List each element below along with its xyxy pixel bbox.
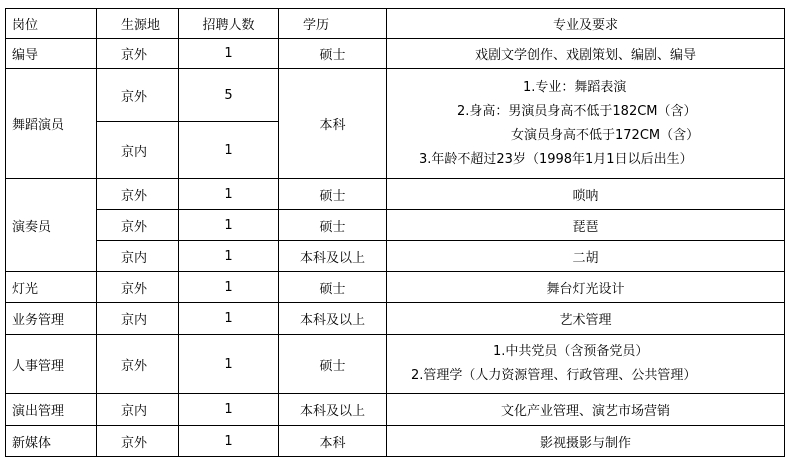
origin-cell: 京外 (97, 335, 179, 394)
requirements-cell (387, 335, 785, 394)
header-position: 岗位 (6, 9, 97, 39)
requirements-cell: 舞台灯光设计 (387, 272, 785, 303)
table-row (6, 394, 785, 426)
requirements-cell: 戏剧文学创作、戏剧策划、编剧、编导 (387, 39, 785, 69)
position-cell: 舞蹈演员 (6, 69, 97, 179)
education-cell: 硕士 (279, 179, 387, 210)
position-cell: 演出管理 (6, 394, 97, 426)
education-cell: 本科 (279, 426, 387, 457)
count-cell: 1 (179, 335, 279, 394)
count-cell: 1 (179, 122, 279, 179)
requirements-cell: 艺术管理 (387, 303, 785, 335)
count-cell: 1 (179, 426, 279, 457)
origin-cell: 京内 (97, 241, 179, 272)
education-cell: 硕士 (279, 335, 387, 394)
table-row (6, 272, 785, 303)
header-origin: 生源地 (97, 9, 179, 39)
education-cell: 硕士 (279, 272, 387, 303)
position-cell: 业务管理 (6, 303, 97, 335)
origin-cell: 京外 (97, 210, 179, 241)
count-cell: 1 (179, 39, 279, 69)
education-cell: 本科 (279, 69, 387, 179)
requirement-line: 2.管理学（人力资源管理、行政管理、公共管理） (411, 368, 697, 383)
origin-cell: 京外 (97, 39, 179, 69)
origin-cell: 京内 (97, 122, 179, 179)
requirement-line: 女演员身高不低于172CM（含） (511, 127, 700, 143)
origin-cell: 京外 (97, 272, 179, 303)
count-cell: 1 (179, 394, 279, 426)
table-row (6, 335, 785, 394)
requirements-cell: 二胡 (387, 241, 785, 272)
education-cell: 本科及以上 (279, 303, 387, 335)
requirement-line: 3.年龄不超过23岁（1998年1月1日以后出生） (419, 151, 693, 167)
position-cell: 演奏员 (6, 179, 97, 272)
origin-cell: 京外 (97, 426, 179, 457)
requirements-cell: 文化产业管理、演艺市场营销 (387, 394, 785, 426)
education-cell: 本科及以上 (279, 241, 387, 272)
education-cell: 硕士 (279, 210, 387, 241)
position-cell: 人事管理 (6, 335, 97, 394)
header-count: 招聘人数 (179, 9, 279, 39)
count-cell: 1 (179, 241, 279, 272)
requirements-cell (387, 69, 785, 179)
count-cell: 1 (179, 272, 279, 303)
table-row (6, 426, 785, 457)
table-row (6, 303, 785, 335)
requirements-cell: 唢呐 (387, 179, 785, 210)
position-cell: 新媒体 (6, 426, 97, 457)
origin-cell: 京内 (97, 303, 179, 335)
origin-cell: 京外 (97, 69, 179, 122)
recruitment-table (5, 8, 785, 457)
header-education: 学历 (279, 9, 387, 39)
requirements-cell: 影视摄影与制作 (387, 426, 785, 457)
table-row (6, 179, 785, 210)
table-row (6, 39, 785, 69)
count-cell: 1 (179, 179, 279, 210)
count-cell: 1 (179, 303, 279, 335)
requirement-line: 2.身高：男演员身高不低于182CM（含） (457, 103, 697, 119)
education-cell: 本科及以上 (279, 394, 387, 426)
count-cell: 5 (179, 69, 279, 122)
origin-cell: 京外 (97, 179, 179, 210)
table-row (6, 241, 785, 272)
position-cell: 灯光 (6, 272, 97, 303)
requirements-cell: 琵琶 (387, 210, 785, 241)
table-row (6, 210, 785, 241)
header-row (6, 9, 785, 39)
origin-cell: 京内 (97, 394, 179, 426)
requirement-line: 1.专业：舞蹈表演 (523, 79, 627, 95)
education-cell: 硕士 (279, 39, 387, 69)
count-cell: 1 (179, 210, 279, 241)
requirement-line: 1.中共党员（含预备党员） (493, 344, 649, 359)
position-cell: 编导 (6, 39, 97, 69)
table-row (6, 69, 785, 122)
header-requirements: 专业及要求 (387, 9, 785, 39)
